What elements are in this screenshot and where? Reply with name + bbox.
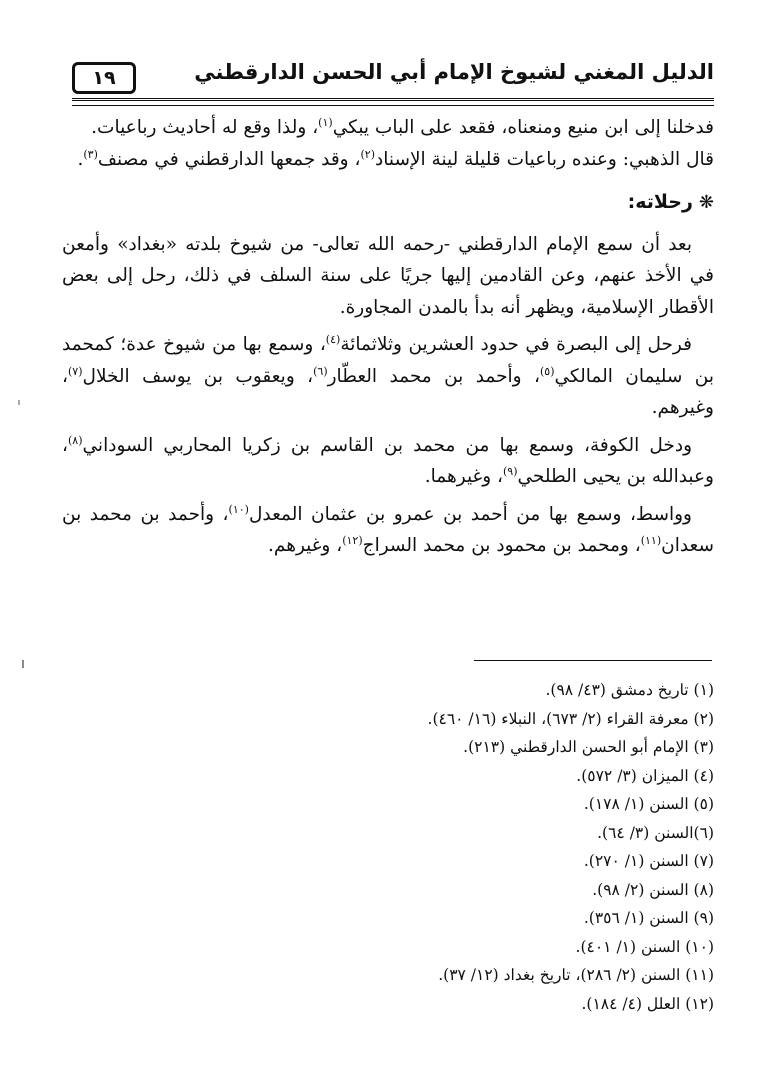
section-heading (62, 187, 714, 219)
main-text (62, 112, 714, 568)
footnote-6: (٦)السنن (٣/ ٦٤). (597, 823, 714, 842)
scan-artifact (18, 400, 20, 405)
paragraph-1 (62, 112, 714, 175)
text-run: . (77, 148, 84, 170)
section-title: رحلاته: (627, 191, 693, 213)
paragraph-4 (62, 430, 714, 493)
text-run: فرحل إلى البصرة في حدود العشرين وثلاثمائة (340, 334, 692, 355)
footnote-separator (474, 660, 712, 661)
header-rule (72, 98, 714, 106)
text-run: ، وغيرهم. (268, 535, 343, 556)
text-run: ، وأحمد بن محمد العطّار (327, 365, 540, 387)
footnote-1: (١) تاريخ دمشق (٤٣/ ٩٨). (545, 681, 714, 699)
footnote-ref-6: (٦) (313, 364, 328, 378)
text-run: قال الذهبي: وعنده رباعيات قليلة لينة الإسناد (375, 148, 714, 170)
page-number: ١٩ (92, 67, 116, 89)
text-run: ، ويعقوب بن يوسف الخلال (82, 365, 314, 387)
footnote-4: (٤) الميزان (٣/ ٥٧٢). (576, 766, 714, 785)
text-run: ، وقد جمعها الدارقطني في مصنف (97, 148, 361, 170)
text-run: وواسط، وسمع بها من أحمد بن عمرو بن عثمان المعدل (248, 503, 692, 525)
footnote-ref-7: (٧) (67, 364, 83, 378)
running-title: الدليل المغني لشيوخ الإمام أبي الحسن الدارقطني (194, 60, 714, 84)
text-run: ، ومحمد بن محمود بن محمد السراج (362, 535, 641, 556)
text-run: ، وغيرهما. (424, 466, 503, 487)
paragraph-2: بعد أن سمع الإمام الدارقطني -رحمه الله تعالى- من شيوخ بلدته «بغداد» وأمعن في الأخذ عنهم، وعن القادمين إليها جريًا على سنة السلف في ذلك، رحل إلى بعض الأقطار الإسلامية، ويظهر أنه بدأ بالمدن المجاورة. (62, 233, 714, 318)
footnote-ref-8: (٨) (67, 433, 83, 447)
footnote-ref-12: (١٢) (342, 533, 363, 547)
footnote-ref-9: (٩) (502, 464, 518, 478)
text-run: ، وسمع بها من شيوخ عدة؛ كمحمد بن سليمان المالكي (62, 334, 714, 387)
footnote-ref-1: (١) (318, 115, 333, 129)
footnote-ref-10: (١٠) (228, 502, 249, 516)
text-run: ، ولذا وقع له أحاديث رباعيات. (91, 117, 319, 138)
text-run: ، وغيرهم. (62, 365, 714, 418)
text-run: ودخل الكوفة، وسمع بها من محمد بن القاسم بن زكريا المحاربي السوداني (82, 434, 692, 456)
footnote-2: (٢) معرفة القراء (٢/ ٦٧٣)، النبلاء (١٦/ ٤٦٠). (427, 709, 714, 728)
footnote-9: (٩) السنن (١/ ٣٥٦). (583, 909, 714, 927)
footnote-7: (٧) السنن (١/ ٢٧٠). (583, 852, 714, 870)
text-run: ، وعبدالله بن يحيى الطلحي (62, 434, 714, 487)
footnote-ref-3: (٣) (83, 147, 98, 161)
star-ornament-icon: ❋ (698, 192, 714, 213)
paragraph-5 (62, 499, 714, 562)
footnote-3: (٣) الإمام أبو الحسن الدارقطني (٢١٣). (463, 738, 714, 756)
footnote-ref-2: (٢) (360, 147, 375, 161)
footnote-5: (٥) السنن (١/ ١٧٨). (583, 795, 714, 813)
text-run: ، وأحمد بن محمد بن سعدان (62, 503, 714, 556)
page-header (72, 58, 714, 102)
footnote-8: (٨) السنن (٢/ ٩٨). (592, 880, 714, 899)
footnote-10: (١٠) السنن (١/ ٤٠١). (575, 937, 714, 956)
footnote-ref-11: (١١) (640, 533, 662, 547)
page-number-box (72, 62, 136, 94)
footnotes (62, 676, 714, 1018)
footnote-ref-5: (٥) (539, 364, 555, 378)
scan-artifact (22, 660, 24, 668)
footnote-ref-4: (٤) (325, 332, 341, 346)
footnote-12: (١٢) العلل (٤/ ١٨٤). (581, 994, 714, 1013)
paragraph-3 (62, 329, 714, 424)
text-run: فدخلنا إلى ابن منيع ومنعناه، فقعد على الباب يبكي (332, 117, 714, 138)
footnote-11: (١١) السنن (٢/ ٢٨٦)، تاريخ بغداد (١٢/ ٣٧). (438, 966, 714, 984)
